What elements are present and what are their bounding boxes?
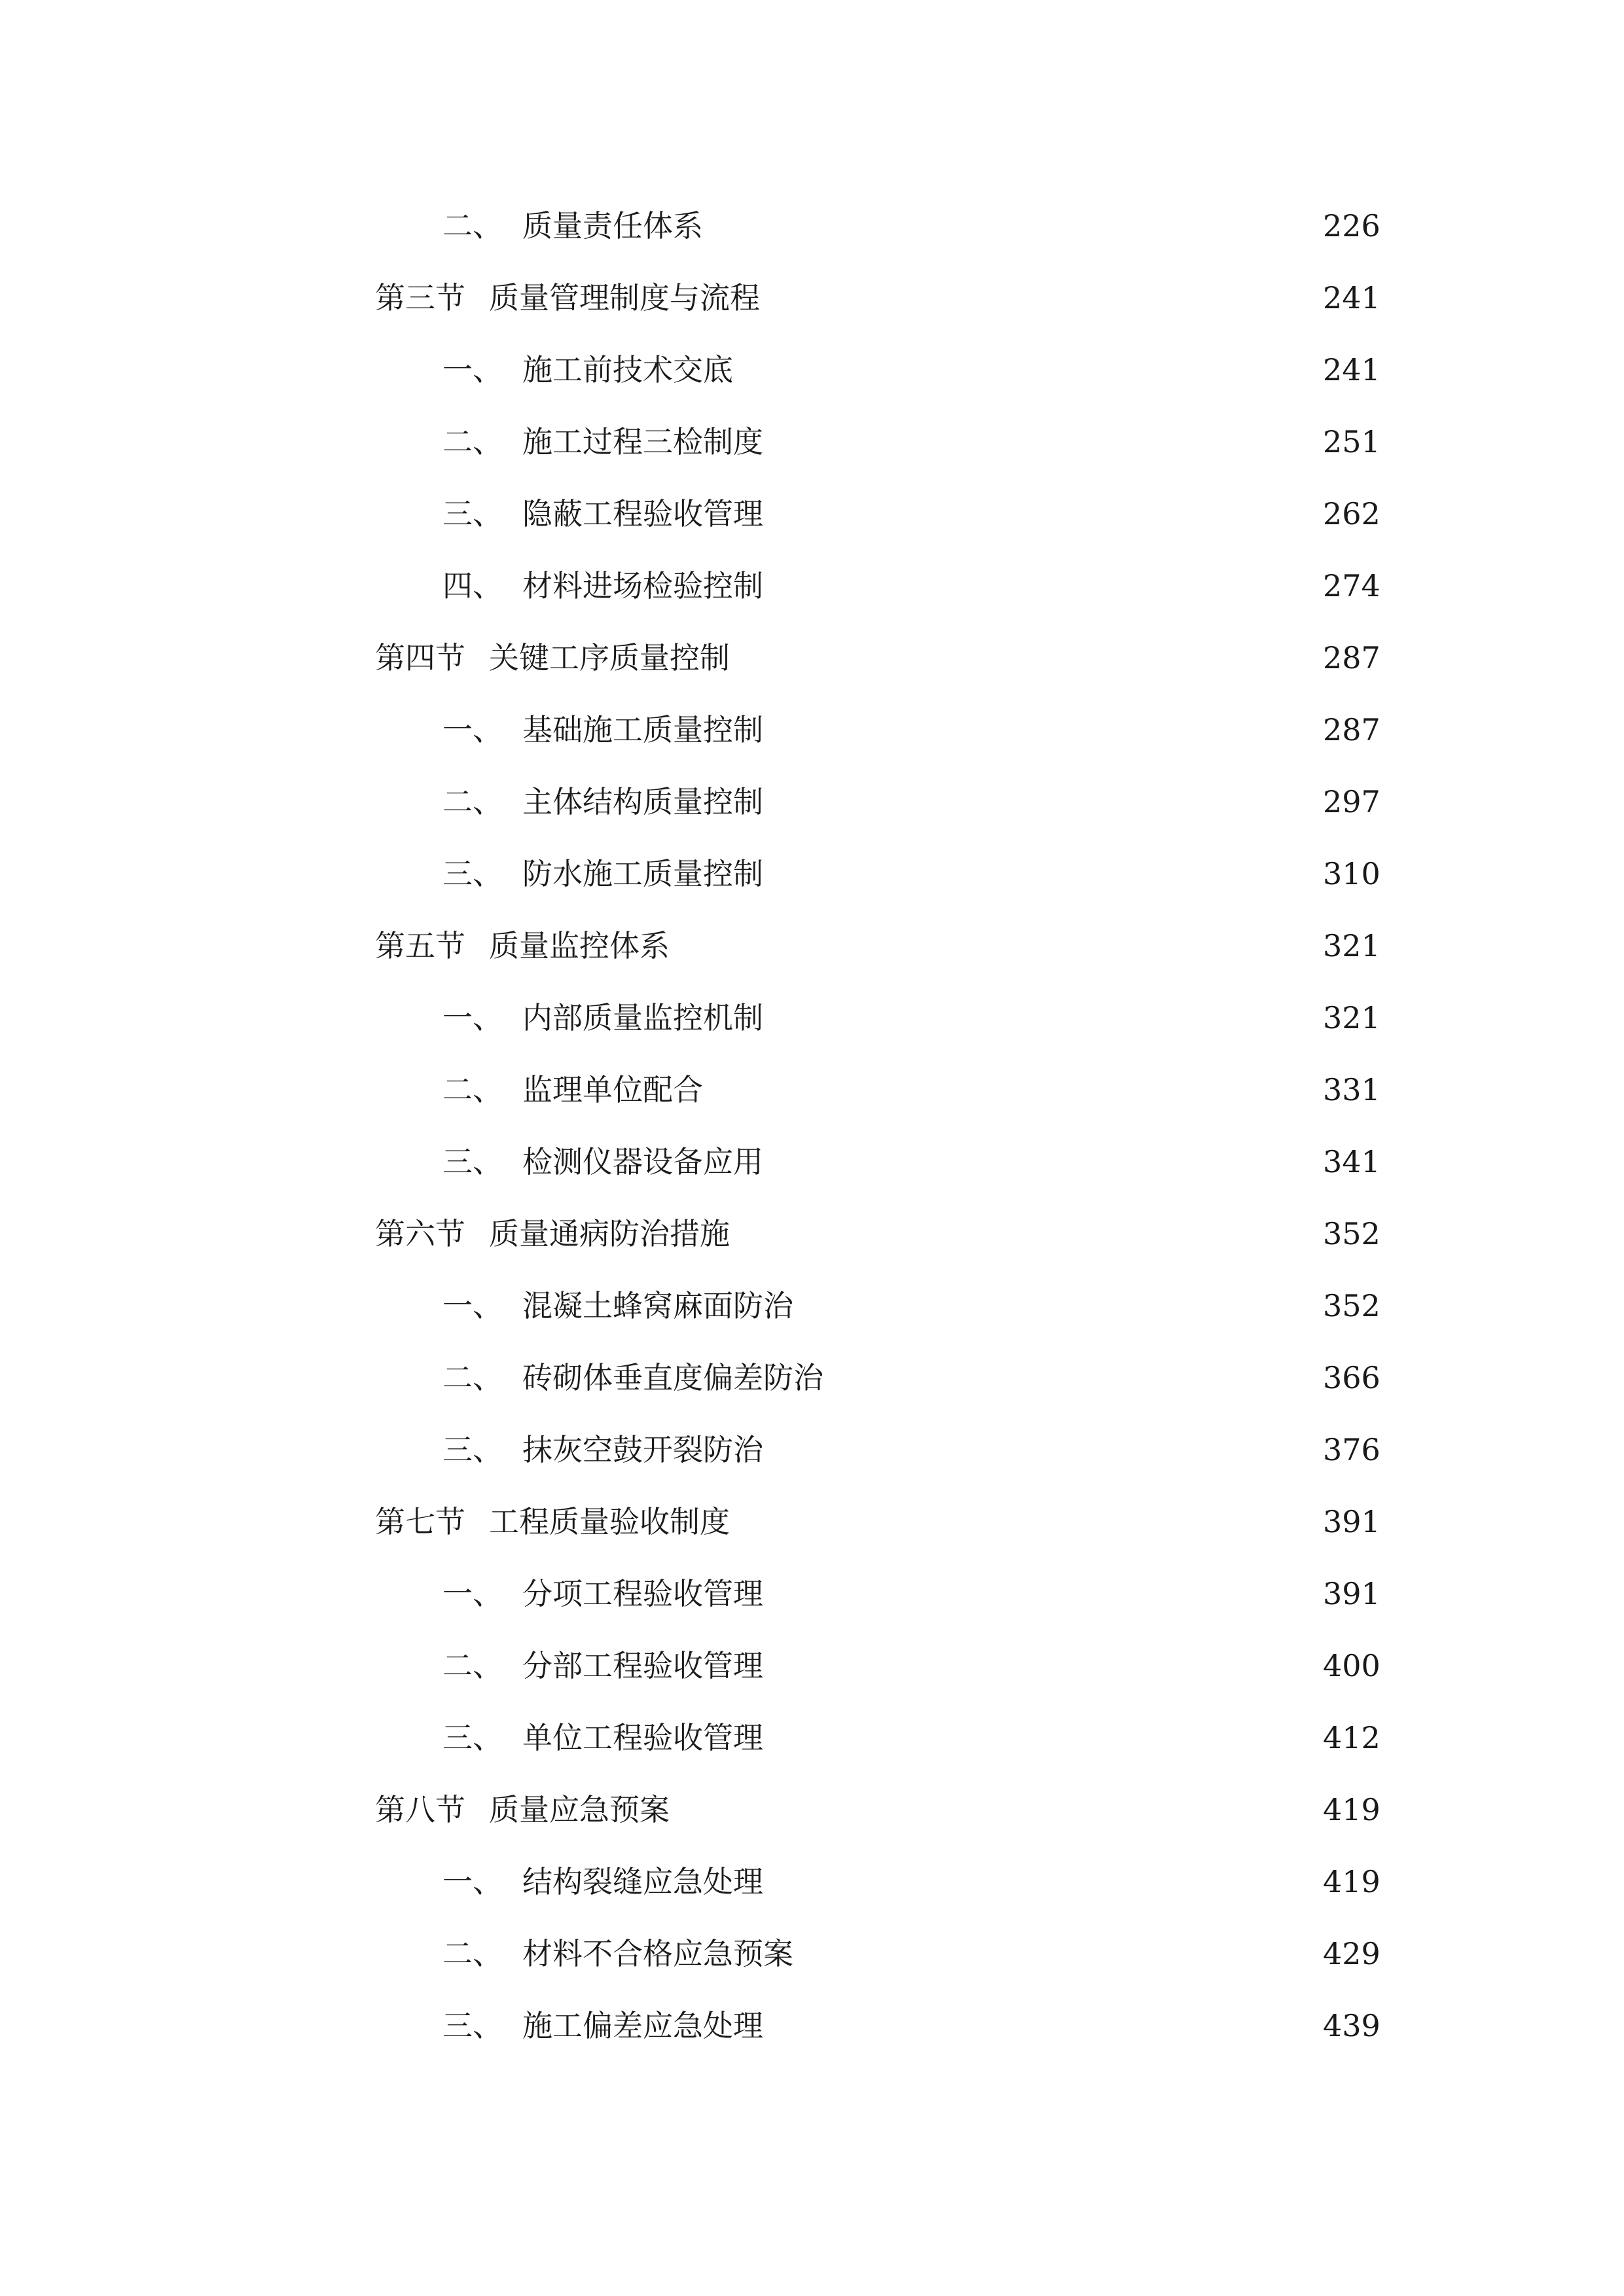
toc-entry-page-number: 331 [1323,1072,1380,1107]
toc-entry-page-number: 287 [1323,712,1380,747]
toc-entry-title: 分项工程验收管理 [522,1576,763,1611]
toc-entry [442,1342,1624,1414]
toc-subsection-row[interactable] [0,1126,1624,1198]
toc-entry-number: 一、 [442,1288,503,1323]
toc-entry-title: 关键工序质量控制 [489,640,730,675]
dot-leader [679,1795,1312,1825]
toc-entry-number: 第八节 [375,1792,465,1827]
toc-entry-page-number: 391 [1323,1576,1380,1611]
dot-leader [772,2011,1312,2041]
toc-entry [442,1558,1624,1630]
dot-leader [772,1147,1312,1177]
toc-subsection-row[interactable] [0,1558,1624,1630]
toc-entry-number: 一、 [442,712,503,747]
toc-entry-title: 质量监控体系 [489,928,670,963]
toc-entry-title: 监理单位配合 [522,1072,703,1107]
toc-entry-number: 三、 [442,856,503,891]
toc-entry-title: 混凝土蜂窝麻面防治 [522,1288,793,1323]
toc-subsection-row[interactable] [0,478,1624,550]
toc-entry [442,1846,1624,1918]
toc-entry [375,1774,1624,1846]
toc-entry-page-number: 352 [1323,1288,1380,1323]
toc-entry-title: 抹灰空鼓开裂防治 [522,1432,763,1467]
toc-entry-number: 二、 [442,1648,503,1683]
toc-entry [442,406,1624,478]
dot-leader [772,715,1312,745]
toc-entry [442,550,1624,622]
dot-leader [772,1579,1312,1609]
toc-subsection-row[interactable] [0,694,1624,766]
toc-entry-number: 二、 [442,424,503,459]
toc-entry-title: 防水施工质量控制 [522,856,763,891]
dot-leader [742,355,1312,385]
dot-leader [772,859,1312,889]
toc-subsection-row[interactable] [0,190,1624,262]
toc-subsection-row[interactable] [0,1342,1624,1414]
toc-entry-page-number: 321 [1323,928,1380,963]
toc-subsection-row[interactable] [0,766,1624,838]
toc-subsection-row[interactable] [0,1630,1624,1702]
toc-entry-page-number: 226 [1323,208,1380,243]
toc-entry-page-number: 241 [1323,352,1380,387]
toc-subsection-row[interactable] [0,1414,1624,1486]
toc-entry-title: 隐蔽工程验收管理 [522,496,763,531]
toc-entry-number: 一、 [442,1576,503,1611]
dot-leader [772,499,1312,529]
toc-entry-number: 二、 [442,208,503,243]
toc-entry-number: 二、 [442,1072,503,1107]
dot-leader [739,643,1312,673]
toc-entry [375,910,1624,982]
toc-entry-number: 二、 [442,784,503,819]
toc-entry-number: 第三节 [375,280,465,315]
toc-entry-page-number: 419 [1323,1864,1380,1899]
toc-subsection-row[interactable] [0,1990,1624,2062]
dot-leader [772,1435,1312,1465]
toc-entry-number: 第六节 [375,1216,465,1251]
toc-entry [442,1054,1624,1126]
dot-leader [772,1651,1312,1681]
toc-entry [442,1702,1624,1774]
toc-entry-title: 检测仪器设备应用 [522,1144,763,1179]
toc-entry [442,334,1624,406]
toc-subsection-row[interactable] [0,406,1624,478]
toc-subsection-row[interactable] [0,1270,1624,1342]
toc-section-row[interactable] [0,910,1624,982]
toc-entry-page-number: 251 [1323,424,1380,459]
toc-entry-number: 三、 [442,496,503,531]
dot-leader [769,283,1312,313]
toc-entry-number: 四、 [442,568,503,603]
dot-leader [772,1003,1312,1033]
toc-entry-title: 施工前技术交底 [522,352,733,387]
toc-section-row[interactable] [0,1198,1624,1270]
toc-entry-title: 质量责任体系 [522,208,703,243]
toc-entry-page-number: 310 [1323,856,1380,891]
toc-section-row[interactable] [0,622,1624,694]
toc-subsection-row[interactable] [0,550,1624,622]
toc-entry-title: 材料进场检验控制 [522,568,763,603]
toc-entry [442,1270,1624,1342]
dot-leader [772,1867,1312,1897]
toc-subsection-row[interactable] [0,334,1624,406]
toc-subsection-row[interactable] [0,982,1624,1054]
toc-entry-page-number: 429 [1323,1936,1380,1971]
toc-entry-title: 材料不合格应急预案 [522,1936,793,1971]
toc-entry-number: 三、 [442,1720,503,1755]
toc-entry [442,1630,1624,1702]
toc-entry-page-number: 341 [1323,1144,1380,1179]
toc-entry-page-number: 391 [1323,1504,1380,1539]
dot-leader [772,1723,1312,1753]
toc-entry [442,190,1624,262]
toc-entry-page-number: 376 [1323,1432,1380,1467]
toc-entry-number: 三、 [442,2008,503,2043]
toc-entry-number: 二、 [442,1360,503,1395]
dot-leader [772,427,1312,457]
toc-entry-title: 质量管理制度与流程 [489,280,760,315]
toc-entry-title: 内部质量监控机制 [522,1000,763,1035]
toc-entry-number: 一、 [442,1864,503,1899]
toc-entry-number: 第五节 [375,928,465,963]
toc-entry-page-number: 412 [1323,1720,1380,1755]
dot-leader [712,1075,1312,1105]
dot-leader [712,211,1312,241]
toc-entry-title: 单位工程验收管理 [522,1720,763,1755]
toc-entry-title: 质量应急预案 [489,1792,670,1827]
toc-entry [375,622,1624,694]
toc-entry-page-number: 297 [1323,784,1380,819]
toc-entry-page-number: 352 [1323,1216,1380,1251]
toc-entry-number: 一、 [442,1000,503,1035]
dot-leader [803,1291,1312,1321]
dot-leader [772,787,1312,817]
toc-entry [442,694,1624,766]
toc-subsection-row[interactable] [0,1702,1624,1774]
toc-entry-title: 施工偏差应急处理 [522,2008,763,2043]
toc-entry [375,262,1624,334]
toc-entry-number: 二、 [442,1936,503,1971]
toc-entry-number: 三、 [442,1432,503,1467]
toc-entry [442,1126,1624,1198]
toc-entry-title: 质量通病防治措施 [489,1216,730,1251]
toc-entry [442,1918,1624,1990]
toc-entry [442,766,1624,838]
toc-entry-page-number: 262 [1323,496,1380,531]
toc-entry-title: 分部工程验收管理 [522,1648,763,1683]
dot-leader [739,1219,1312,1249]
dot-leader [679,931,1312,961]
toc-section-row[interactable] [0,262,1624,334]
dot-leader [772,571,1312,601]
toc-subsection-row[interactable] [0,1054,1624,1126]
toc-entry [442,1990,1624,2062]
toc-entry [442,1414,1624,1486]
toc-entry-page-number: 321 [1323,1000,1380,1035]
toc-section-row[interactable] [0,1486,1624,1558]
toc-entry-page-number: 287 [1323,640,1380,675]
toc-entry-number: 第四节 [375,640,465,675]
toc-entry-page-number: 400 [1323,1648,1380,1683]
toc-entry [442,478,1624,550]
toc-entry [442,982,1624,1054]
toc-entry-number: 一、 [442,352,503,387]
toc-entry [442,838,1624,910]
toc-section-row[interactable] [0,1774,1624,1846]
toc-entry-title: 工程质量验收制度 [489,1504,730,1539]
toc-subsection-row[interactable] [0,838,1624,910]
toc-subsection-row[interactable] [0,1846,1624,1918]
dot-leader [739,1507,1312,1537]
toc-entry-page-number: 439 [1323,2008,1380,2043]
toc-entry-title: 结构裂缝应急处理 [522,1864,763,1899]
toc-entry-page-number: 419 [1323,1792,1380,1827]
toc-entry-title: 主体结构质量控制 [522,784,763,819]
toc-entry-title: 砖砌体垂直度偏差防治 [522,1360,823,1395]
toc-entry-title: 施工过程三检制度 [522,424,763,459]
toc-entry [375,1198,1624,1270]
toc-subsection-row[interactable] [0,1918,1624,1990]
toc-entry-page-number: 366 [1323,1360,1380,1395]
dot-leader [803,1939,1312,1969]
dot-leader [833,1363,1312,1393]
toc-entry-page-number: 274 [1323,568,1380,603]
toc-entry-title: 基础施工质量控制 [522,712,763,747]
toc-entry-number: 三、 [442,1144,503,1179]
table-of-contents [0,190,1624,2062]
toc-entry-number: 第七节 [375,1504,465,1539]
toc-entry [375,1486,1624,1558]
toc-entry-page-number: 241 [1323,280,1380,315]
